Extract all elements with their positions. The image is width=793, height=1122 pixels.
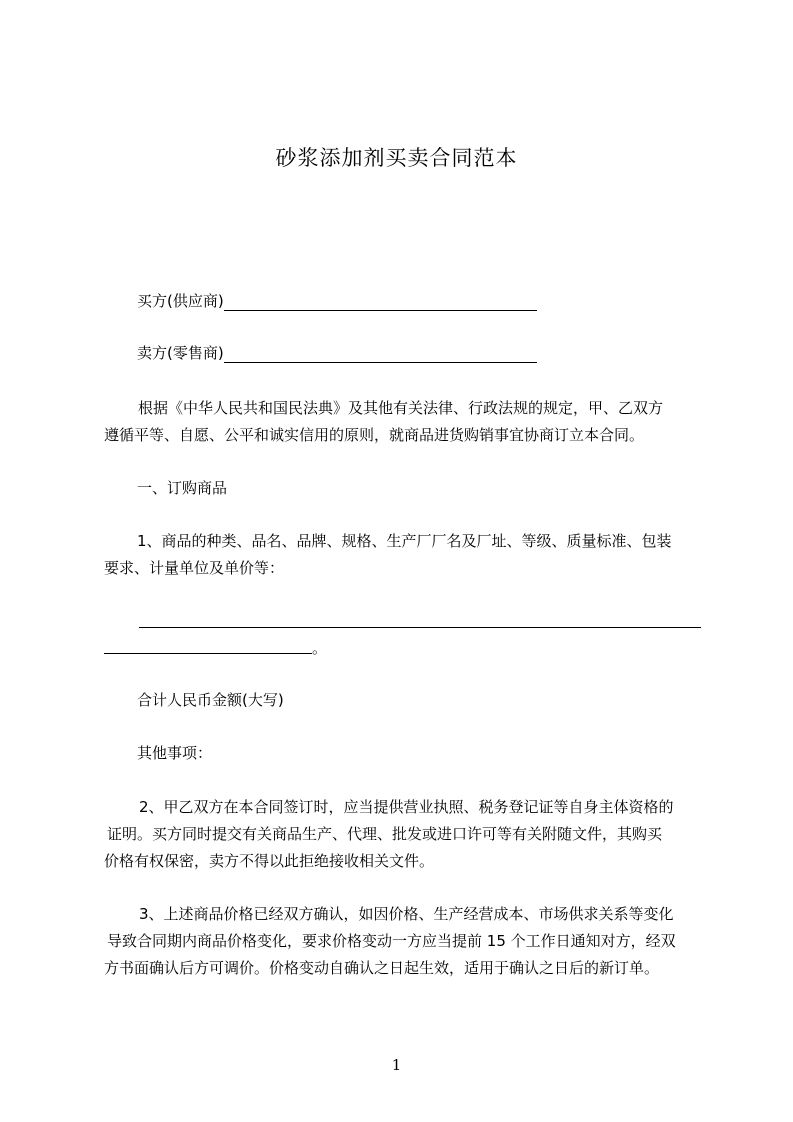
goods-blank-period: 。 — [312, 639, 328, 657]
seller-line — [137, 343, 537, 363]
buyer-line — [137, 291, 537, 311]
item3-line-2: 导致合同期内商品价格变化，要求价格变动一方应当提前 15 个工作日通知对方，经双 — [107, 932, 676, 950]
goods-blank-line-2 — [104, 653, 312, 654]
total-amount-label: 合计人民币金额(大写) — [137, 691, 284, 709]
goods-blank-line-1 — [139, 627, 701, 628]
seller-label: 卖方(零售商) — [137, 344, 224, 362]
item3-line-1: 3、上述商品价格已经双方确认，如因价格、生产经营成本、市场供求关系等变化 — [139, 905, 674, 923]
item2-line-1: 2、甲乙双方在本合同签订时，应当提供营业执照、税务登记证等自身主体资格的 — [139, 798, 674, 816]
other-items-label: 其他事项： — [137, 744, 213, 762]
buyer-blank — [224, 295, 537, 311]
intro-line-1: 根据《中华人民共和国民法典》及其他有关法律、行政法规的规定，甲、乙双方 — [138, 399, 664, 417]
item2-line-2: 证明。买方同时提交有关商品生产、代理、批发或进口许可等有关附随文件，其购买 — [107, 825, 663, 843]
item2-line-3: 价格有权保密，卖方不得以此拒绝接收相关文件。 — [104, 852, 435, 870]
intro-line-2: 遵循平等、自愿、公平和诚实信用的原则，就商品进货购销事宜协商订立本合同。 — [104, 426, 645, 444]
seller-blank — [224, 347, 537, 363]
page-number: 1 — [391, 1056, 402, 1074]
section1-heading: 一、订购商品 — [137, 479, 228, 497]
item1-line-1: 1、商品的种类、品名、品牌、规格、生产厂厂名及厂址、等级、质量标准、包装 — [137, 532, 672, 550]
item1-line-2: 要求、计量单位及单价等： — [104, 559, 285, 577]
buyer-label: 买方(供应商) — [137, 292, 224, 310]
document-title: 砂浆添加剂买卖合同范本 — [275, 146, 518, 170]
item3-line-3: 方书面确认后方可调价。价格变动自确认之日起生效，适用于确认之日后的新订单。 — [104, 959, 660, 977]
